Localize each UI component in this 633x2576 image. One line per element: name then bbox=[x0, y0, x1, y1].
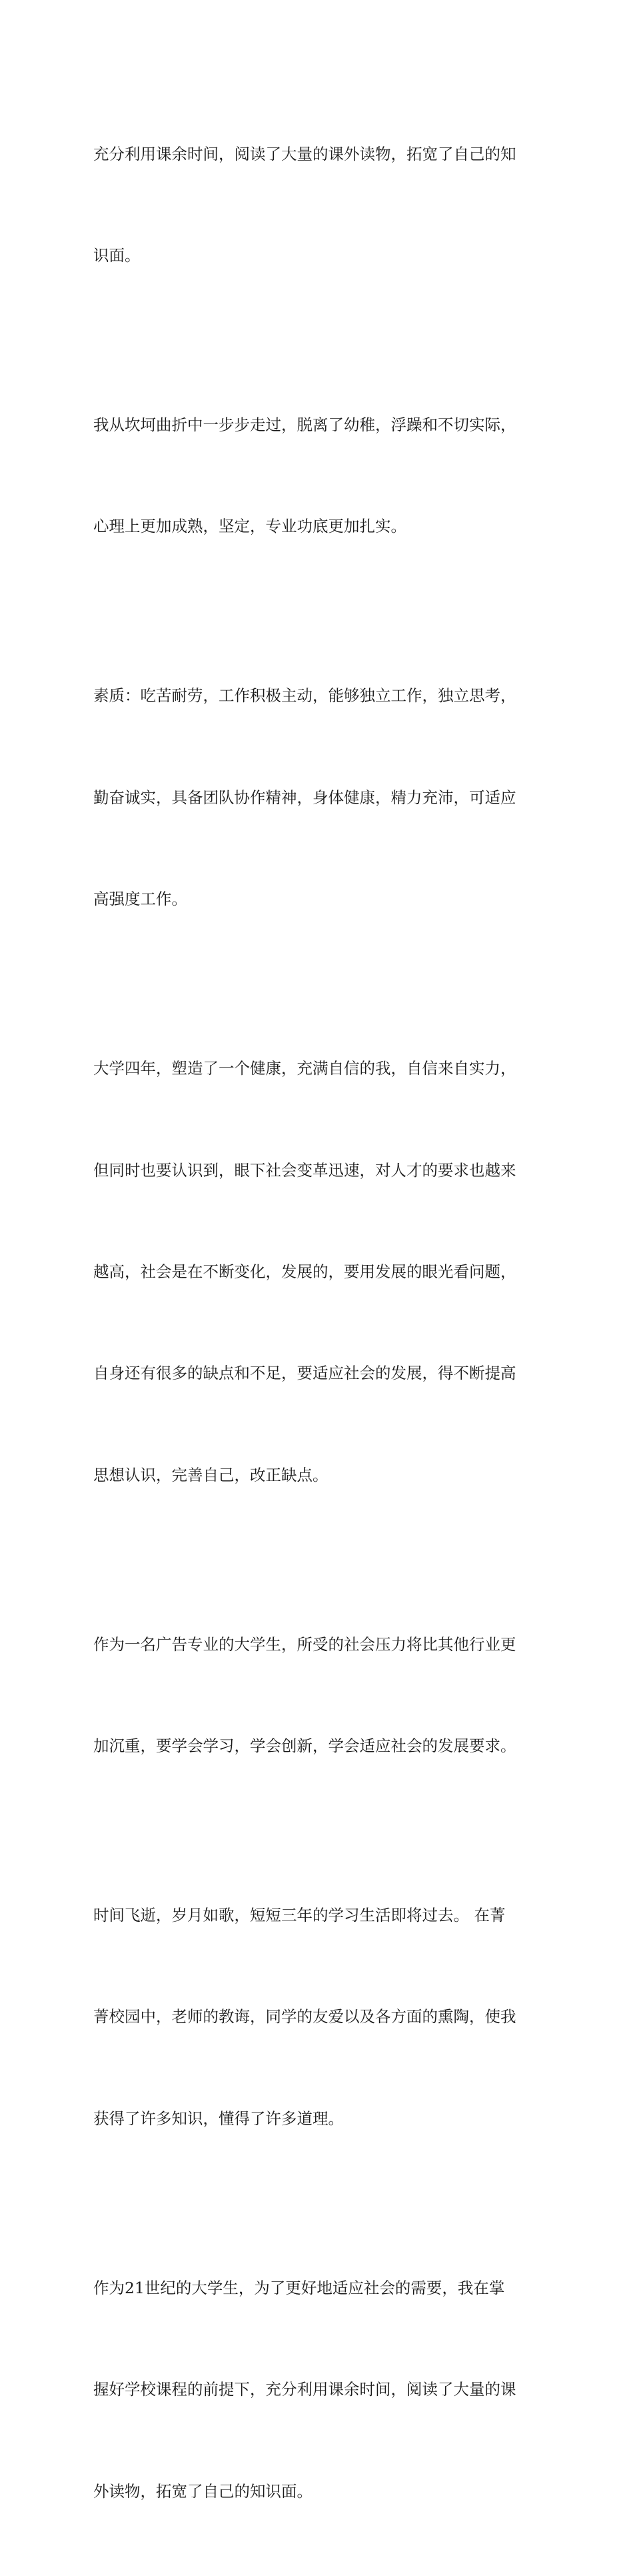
paragraph-3 bbox=[93, 611, 546, 984]
paragraph-7 bbox=[93, 2203, 546, 2576]
text-line: 时间飞逝，岁月如歌，短短三年的学习生活即将过去。 在菁 bbox=[93, 1906, 506, 1925]
paragraph-5 bbox=[93, 1560, 546, 1830]
text-line: 充分利用课余时间，阅读了大量的课外读物，拓宽了自己的知 bbox=[93, 144, 516, 163]
text-line: 作为一名广告专业的大学生，所受的社会压力将比其他行业更 bbox=[93, 1634, 516, 1654]
text-line: 自身还有很多的缺点和不足，要适应社会的发展，得不断提高 bbox=[93, 1364, 516, 1383]
paragraph-6 bbox=[93, 1830, 546, 2203]
text-line: 心理上更加成熟，坚定，专业功底更加扎实。 bbox=[93, 517, 406, 536]
text-line: 但同时也要认识到，眼下社会变革迅速，对人才的要求也越来 bbox=[93, 1160, 516, 1180]
text-line: 勤奋诚实，具备团队协作精神，身体健康，精力充沛，可适应 bbox=[93, 788, 516, 807]
text-line: 越高，社会是在不断变化，发展的，要用发展的眼光看问题， bbox=[93, 1262, 516, 1281]
document-body bbox=[93, 69, 546, 2576]
text-line: 大学四年，塑造了一个健康，充满自信的我，自信来自实力， bbox=[93, 1059, 516, 1078]
text-line: 识面。 bbox=[93, 245, 141, 265]
text-line: 思想认识，完善自己，改正缺点。 bbox=[93, 1465, 328, 1484]
paragraph-2 bbox=[93, 340, 546, 611]
text-line: 素质：吃苦耐劳，工作积极主动，能够独立工作，独立思考， bbox=[93, 686, 516, 706]
paragraph-1 bbox=[93, 69, 546, 340]
text-line: 加沉重，要学会学习，学会创新，学会适应社会的发展要求。 bbox=[93, 1736, 516, 1756]
text-line: 获得了许多知识，懂得了许多道理。 bbox=[93, 2109, 344, 2128]
paragraph-4 bbox=[93, 984, 546, 1560]
text-line: 菁校园中，老师的教诲，同学的友爱以及各方面的熏陶，使我 bbox=[93, 2007, 516, 2027]
text-line: 我从坎坷曲折中一步步走过，脱离了幼稚，浮躁和不切实际， bbox=[93, 415, 516, 434]
text-line: 高强度工作。 bbox=[93, 890, 187, 909]
text-line: 握好学校课程的前提下，充分利用课余时间，阅读了大量的课 bbox=[93, 2380, 516, 2399]
text-line: 外读物，拓宽了自己的知识面。 bbox=[93, 2481, 313, 2501]
text-line: 作为21世纪的大学生，为了更好地适应社会的需要，我在掌 bbox=[93, 2278, 505, 2297]
